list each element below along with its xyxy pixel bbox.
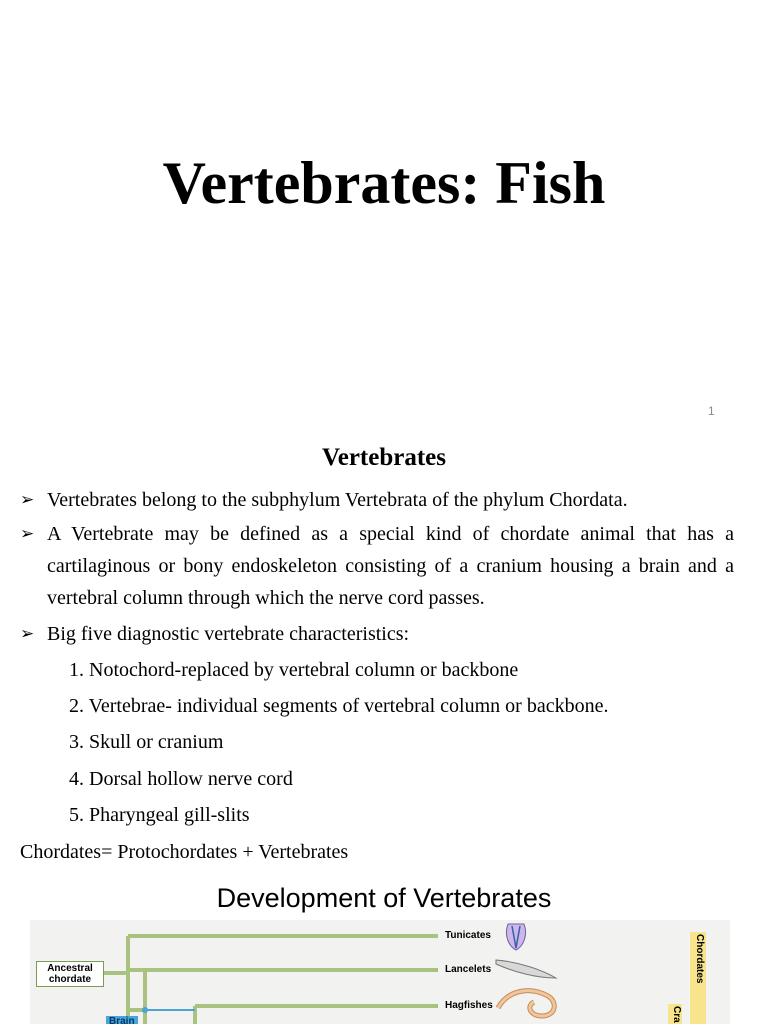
slide-title-vertebrates-fish: Vertebrates: Fish — [162, 150, 606, 216]
characteristic-item: 1. Notochord-replaced by vertebral column or backbone — [69, 659, 519, 681]
phylogenetic-tree — [30, 920, 730, 1024]
characteristic-item: 5. Pharyngeal gill-slits — [69, 804, 250, 826]
chordates-group-label: Chordates — [694, 934, 705, 984]
bullet-text: A Vertebrate may be defined as a special kind of chordate animal that has a cartilaginous or bony endoskeleton consisting of a cranium housing a brain and a vertebral column through which the nerve cord passes. — [47, 523, 734, 609]
bullet-item — [20, 484, 734, 516]
ancestral-chordate-node: Ancestral chordate — [36, 961, 104, 987]
tree-branches — [30, 920, 730, 1024]
characteristic-item: 3. Skull or cranium — [69, 731, 224, 753]
slide-heading-development: Development of Vertebrates — [216, 883, 552, 913]
chordates-equation: Chordates= Protochordates + Vertebrates — [20, 841, 349, 863]
arrow-bullet-icon: ➢ — [20, 490, 35, 510]
brain-node: Brain — [106, 1016, 138, 1024]
bullet-item — [20, 618, 734, 650]
taxon-label: Lancelets — [445, 964, 492, 975]
craniates-group-label: Cra — [671, 1006, 682, 1023]
arrow-bullet-icon: ➢ — [20, 624, 35, 644]
taxon-label: Tunicates — [445, 930, 491, 941]
taxon-label: Hagfishes — [445, 1000, 493, 1011]
slide-heading-vertebrates: Vertebrates — [321, 444, 447, 471]
bullet-text: Vertebrates belong to the subphylum Vertebrata of the phylum Chordata. — [47, 489, 628, 511]
hagfish-icon — [498, 991, 554, 1016]
page-number: 1 — [708, 404, 715, 418]
bullet-text: Big five diagnostic vertebrate characteristics: — [47, 623, 410, 645]
characteristic-item: 2. Vertebrae- individual segments of vertebral column or backbone. — [69, 695, 609, 717]
arrow-bullet-icon: ➢ — [20, 524, 35, 544]
characteristic-item: 4. Dorsal hollow nerve cord — [69, 768, 293, 790]
tunicate-icon — [506, 924, 525, 950]
lancelet-icon — [496, 960, 556, 978]
bullet-item — [20, 518, 734, 614]
